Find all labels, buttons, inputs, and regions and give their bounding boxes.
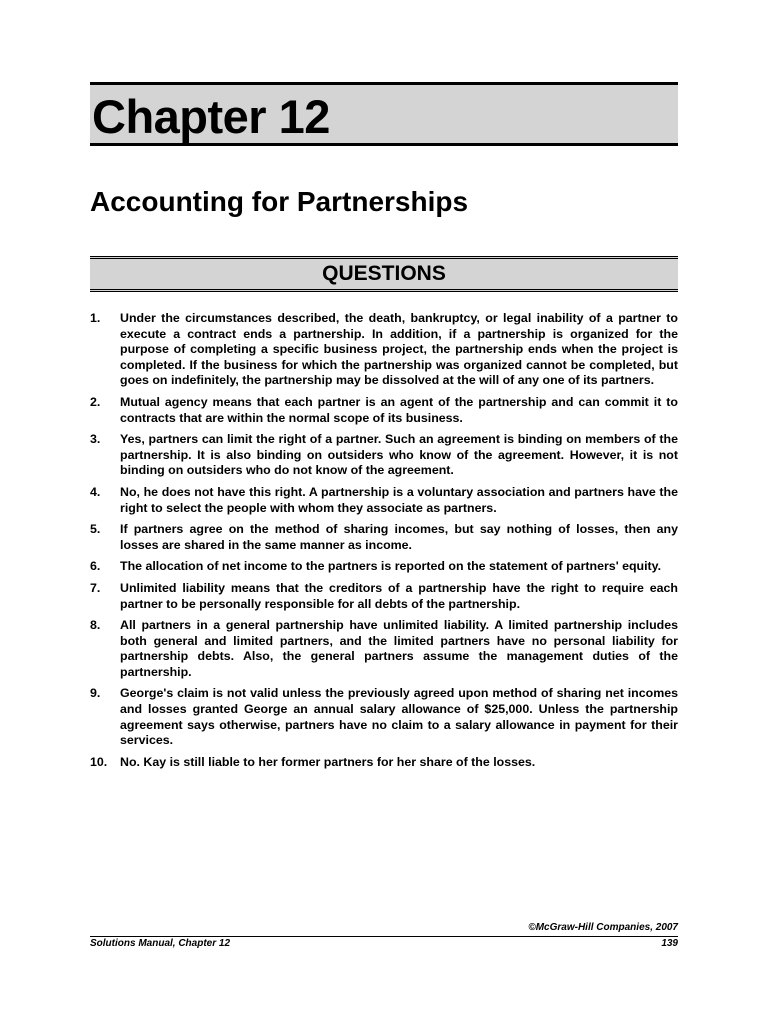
manual-label: Solutions Manual, Chapter 12 xyxy=(90,938,231,949)
question-answer: If partners agree on the method of sharing incomes, but say nothing of losses, then any losses are shared in the same manner as income. xyxy=(120,522,678,552)
question-answer: Mutual agency means that each partner is an agent of the partnership and can commit it to contracts that are within the normal scope of its business. xyxy=(120,394,678,425)
question-item xyxy=(90,485,678,516)
question-item xyxy=(90,311,678,389)
question-number: 4. xyxy=(90,484,101,499)
section-title: QUESTIONS xyxy=(322,262,446,285)
chapter-header-box xyxy=(90,82,678,146)
question-number: 2. xyxy=(90,394,101,409)
question-item xyxy=(90,686,678,748)
question-answer: No. Kay is still liable to her former partners for her share of the losses. xyxy=(120,754,536,769)
section-header-box xyxy=(90,256,678,292)
question-number: 1. xyxy=(90,311,101,325)
footer-row xyxy=(90,937,678,951)
question-number: 10. xyxy=(90,754,108,769)
page-number: 139 xyxy=(661,938,678,949)
question-answer: Unlimited liability means that the creditors of a partnership have the right to require each partner to be personally responsible for all debts of the partnership. xyxy=(120,580,678,611)
page-footer xyxy=(90,921,678,951)
question-item xyxy=(90,618,678,680)
question-number: 5. xyxy=(90,522,101,537)
question-number: 7. xyxy=(90,580,101,595)
question-number: 3. xyxy=(90,432,101,447)
copyright-notice: ©McGraw-Hill Companies, 2007 xyxy=(528,922,678,933)
question-answer: No, he does not have this right. A partnership is a voluntary association and partners have the right to select the people with whom they associate as partners. xyxy=(120,484,678,515)
question-number: 9. xyxy=(90,686,101,701)
question-item xyxy=(90,522,678,553)
question-answer: George's claim is not valid unless the previously agreed upon method of sharing net incomes and losses granted George an annual salary allowance of $25,000. Unless the partnership agreement says otherwise, partners have no claim to a salary allowance in payment for their services. xyxy=(120,686,678,748)
question-number: 6. xyxy=(90,559,101,574)
question-number: 8. xyxy=(90,618,101,633)
question-answer: Under the circumstances described, the death, bankruptcy, or legal inability of a partner to execute a contract ends a partnership. In addition, if a partnership is organized for the purpose of completing a specific business project, the partnership ends when the project is completed. If the business for which the partnership was organized cannot be completed, but goes on indefinitely, the partnership may be dissolved at the will of any one of its partners. xyxy=(120,311,678,388)
question-answer: The allocation of net income to the partners is reported on the statement of partners' equity. xyxy=(120,559,662,574)
question-item xyxy=(90,581,678,612)
chapter-subtitle: Accounting for Partnerships xyxy=(90,186,469,217)
chapter-title: Chapter 12 xyxy=(92,90,330,143)
questions-list xyxy=(90,311,678,776)
question-answer: Yes, partners can limit the right of a partner. Such an agreement is binding on members of the partnership. It is also binding on outsiders who know of the agreement. However, it is not binding on outsiders who do not know of the agreement. xyxy=(120,432,678,478)
question-item xyxy=(90,559,678,575)
question-item xyxy=(90,755,678,771)
question-answer: All partners in a general partnership have unlimited liability. A limited partnership includes both general and limited partners, and the limited partners have no personal liability for partnership debts. Also, the general partners assume the management duties of the partnership. xyxy=(120,618,678,679)
question-item xyxy=(90,395,678,426)
question-item xyxy=(90,432,678,479)
